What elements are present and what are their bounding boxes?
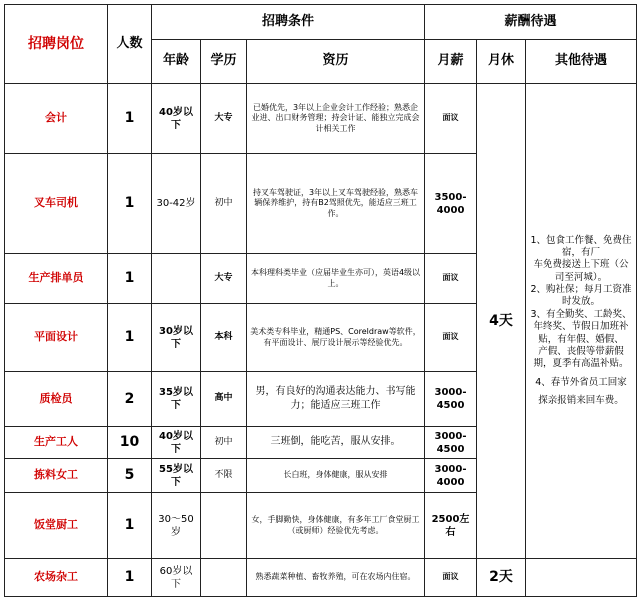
row-salary: 3000-4500 (425, 427, 477, 459)
benefit-line: 1、包食工作餐、免费住宿，有厂 (530, 234, 632, 259)
row-education: 不限 (201, 459, 247, 493)
row-salary: 3000-4000 (425, 459, 477, 493)
benefit-line: 探亲报销来回车费。 (538, 394, 624, 406)
row-qualification: 长白班，身体健康，服从安排 (247, 459, 425, 493)
row-position: 生产工人 (5, 427, 108, 459)
row-salary: 面议 (425, 84, 477, 154)
benefit-line: 产假、丧假等带薪假期，夏季有高温补贴。 (533, 345, 629, 370)
header-conditions: 招聘条件 (152, 5, 425, 40)
row-qualification: 三班倒，能吃苦，服从安排。 (247, 427, 425, 459)
header-other-benefits: 其他待遇 (526, 40, 637, 84)
row-salary: 面议 (425, 304, 477, 372)
row-count: 1 (108, 84, 152, 154)
row-count: 1 (108, 254, 152, 304)
row-count: 2 (108, 372, 152, 427)
row-count: 1 (108, 493, 152, 559)
row-age: 40岁以下 (152, 427, 201, 459)
row-age: 30岁以下 (152, 304, 201, 372)
header-monthly-rest: 月休 (477, 40, 526, 84)
row-count: 1 (108, 304, 152, 372)
benefit-line: 4、春节外省员工回家 (535, 376, 627, 388)
row-position: 叉车司机 (5, 154, 108, 254)
header-age: 年龄 (152, 40, 201, 84)
rest-days-farm: 2天 (477, 559, 526, 597)
row-education: 高中 (201, 372, 247, 427)
header-position: 招聘岗位 (5, 5, 108, 84)
row-position: 拣料女工 (5, 459, 108, 493)
table-row (5, 84, 637, 154)
row-age: 55岁以下 (152, 459, 201, 493)
header-qualification: 资历 (247, 40, 425, 84)
row-salary: 2500左右 (425, 493, 477, 559)
row-position: 饭堂厨工 (5, 493, 108, 559)
benefit-line: 2、购社保；每月工资准时发放。 (530, 284, 632, 308)
row-position: 农场杂工 (5, 559, 108, 597)
row-count: 10 (108, 427, 152, 459)
row-age: 35岁以下 (152, 372, 201, 427)
row-age: 30～50岁 (152, 493, 201, 559)
row-education: 初中 (201, 427, 247, 459)
benefit-line: 3、有全勤奖、工龄奖、年终奖、节假日加班补贴，有年假、婚假、 (530, 308, 632, 345)
row-education: 初中 (201, 154, 247, 254)
row-qualification: 男，有良好的沟通表达能力、书写能力；能适应三班工作 (247, 372, 425, 427)
recruitment-table (4, 4, 637, 597)
benefit-line: 车免费接送上下班（公司至河城）。 (533, 259, 629, 283)
row-qualification: 持叉车驾驶证，3年以上叉车驾驶经验，熟悉车辆保养维护，持有B2驾照优先，能适应三班工作。 (247, 154, 425, 254)
rest-days-main: 4天 (477, 84, 526, 559)
header-education: 学历 (201, 40, 247, 84)
row-education: 大专 (201, 254, 247, 304)
row-education (201, 493, 247, 559)
row-age (152, 254, 201, 304)
row-age: 30-42岁 (152, 154, 201, 254)
row-position: 质检员 (5, 372, 108, 427)
row-qualification: 女，手脚勤快，身体健康，有多年工厂食堂厨工（或厨师）经验优先考虑。 (247, 493, 425, 559)
row-salary: 3000-4500 (425, 372, 477, 427)
row-qualification: 美术类专科毕业，精通PS、Coreldraw等软件，有平面设计、展厅设计展示等经验优先。 (247, 304, 425, 372)
row-education: 大专 (201, 84, 247, 154)
row-qualification: 已婚优先，3年以上企业会计工作经验；熟悉企业进、出口财务管理；持会计证、能独立完成会计相关工作 (247, 84, 425, 154)
other-benefits (526, 84, 637, 559)
other-benefits-farm (526, 559, 637, 597)
header-salary-benefits: 薪酬待遇 (425, 5, 637, 40)
row-count: 1 (108, 559, 152, 597)
row-qualification: 本科理科类毕业（应届毕业生亦可），英语4级以上。 (247, 254, 425, 304)
header-count: 人数 (108, 5, 152, 84)
row-salary: 面议 (425, 254, 477, 304)
header-monthly-salary: 月薪 (425, 40, 477, 84)
row-education (201, 559, 247, 597)
row-education: 本科 (201, 304, 247, 372)
row-position: 会计 (5, 84, 108, 154)
row-salary: 3500-4000 (425, 154, 477, 254)
row-count: 5 (108, 459, 152, 493)
row-position: 平面设计 (5, 304, 108, 372)
table-row (5, 559, 637, 597)
row-age: 60岁以下 (152, 559, 201, 597)
row-position: 生产排单员 (5, 254, 108, 304)
row-salary: 面议 (425, 559, 477, 597)
row-qualification: 熟悉蔬菜种植、畜牧养殖，可在农场内住宿。 (247, 559, 425, 597)
row-count: 1 (108, 154, 152, 254)
row-age: 40岁以下 (152, 84, 201, 154)
